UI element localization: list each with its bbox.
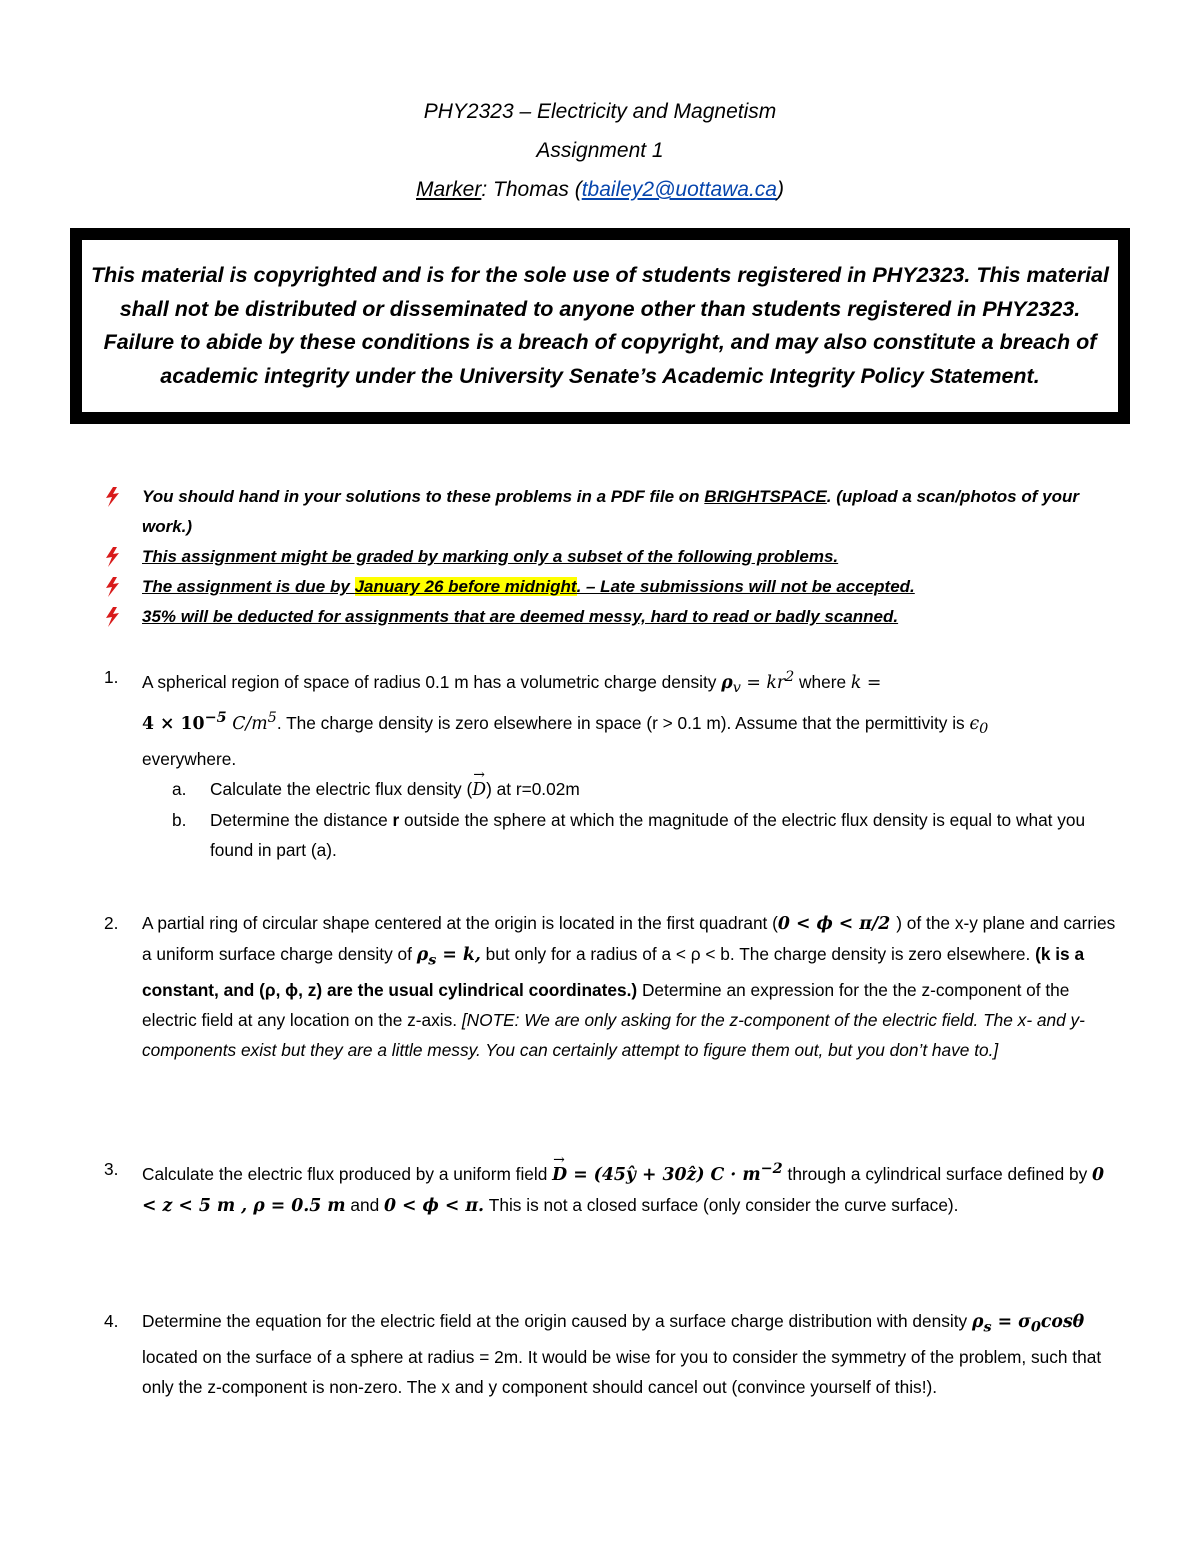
marker-name: : Thomas ( — [481, 178, 582, 201]
question-1-part-a: a. Calculate the electric flux density (→ D) at r=0.02m — [172, 774, 1124, 805]
instruction-item: The assignment is due by January 26 before midnight. – Late submissions will not be accepted. — [104, 572, 1124, 602]
question-number: 2. — [104, 913, 119, 933]
question-number: 1. — [104, 667, 119, 687]
instruction-item: This assignment might be graded by marking only a subset of the following problems. — [104, 542, 1124, 572]
question-2-text: A partial ring of circular shape centered at the origin is located in the first quadrant (0 < ϕ < π/2 ) of the x-y plane and carries a uniform surface charge density of $\rho_s = k$, but only for a radius of a < ρ < b. The charge density is zero elsewhere. (k is a constant, and (ρ, ϕ, z) are the usual cylindrical coordinates.) Determine an expression for the the z-component of the electric field at any location on the z-axis. [NOTE: We are only asking for the z-component of the electric field. The x- and y-components exist but they are a little messy. You can certainly attempt to figure them out, but you don’t have to.] — [142, 913, 1116, 1061]
course-title: PHY2323 – Electricity and Magnetism — [423, 100, 777, 123]
question-3-text: Calculate the electric flux produced by a uniform field → D = (45ŷ + 30ẑ) $C \cdot m^{-2}$ through a cylindrical surface defined by 0 < z < 5 m , ρ = 0.5 m and 0 < ϕ < π. This is not a closed surface (only consider the curve surface). — [142, 1154, 1124, 1221]
due-date-highlight: January 26 before midnight — [354, 577, 577, 596]
instructions-list — [104, 482, 1124, 632]
lightning-bolt-icon — [104, 602, 142, 632]
question-2 — [104, 908, 1124, 1065]
marker-email-link[interactable]: tbailey2@uottawa.ca — [581, 178, 777, 201]
marker-label: Marker — [416, 178, 482, 201]
instruction-item: 35% will be deducted for assignments that are deemed messy, hard to read or badly scanned. — [104, 602, 1124, 632]
question-3 — [104, 1154, 1124, 1221]
question-number: 3. — [104, 1159, 119, 1179]
instruction-item: You should hand in your solutions to these problems in a PDF file on BRIGHTSPACE. (upload a scan/photos of your work.) — [104, 482, 1124, 542]
question-1-part-b: b. Determine the distance r outside the sphere at which the magnitude of the electric flux density is equal to what you found in part (a). — [172, 810, 1086, 861]
marker-line: Marker: Thomas (tbailey2@uottawa.ca) — [416, 178, 784, 201]
lightning-bolt-icon — [104, 572, 142, 602]
question-4-text: Determine the equation for the electric field at the origin caused by a surface charge distribution with density $\rho_s = \sigma_0\cos\theta$ located on the surface of a sphere at radius = 2m. It would be wise for you to consider the symmetry of the problem, such that only the z-component is non-zero. The x and y component should cancel out (convince yourself of this!). — [142, 1311, 1102, 1398]
copyright-notice-text: This material is copyrighted and is for the sole use of students registered in PHY2323. This material shall not be distributed or disseminated to anyone other than students registered in PHY2323. Failure to abide by these conditions is a breach of copyright, and may also constitute a breach of academic integrity under the University Senate’s Academic Integrity Policy Statement. — [91, 263, 1109, 388]
question-1 — [104, 662, 1124, 865]
question-4 — [104, 1306, 1124, 1402]
lightning-bolt-icon — [104, 542, 142, 572]
question-1-text: A spherical region of space of radius 0.1 m has a volumetric charge density $\rho_v = kr^2$ where k = $4 \times 10^{-5}$ $C/m^5$. The charge density is zero elsewhere in space (r > 0.1 m). Assume that the permittivity is $\epsilon_0$ everywhere. — [142, 669, 989, 770]
brightspace-link[interactable]: BRIGHTSPACE — [704, 487, 827, 506]
lightning-bolt-icon — [104, 482, 142, 512]
copyright-notice-box — [70, 228, 1130, 424]
question-number: 4. — [104, 1311, 119, 1331]
assignment-title: Assignment 1 — [536, 139, 664, 162]
